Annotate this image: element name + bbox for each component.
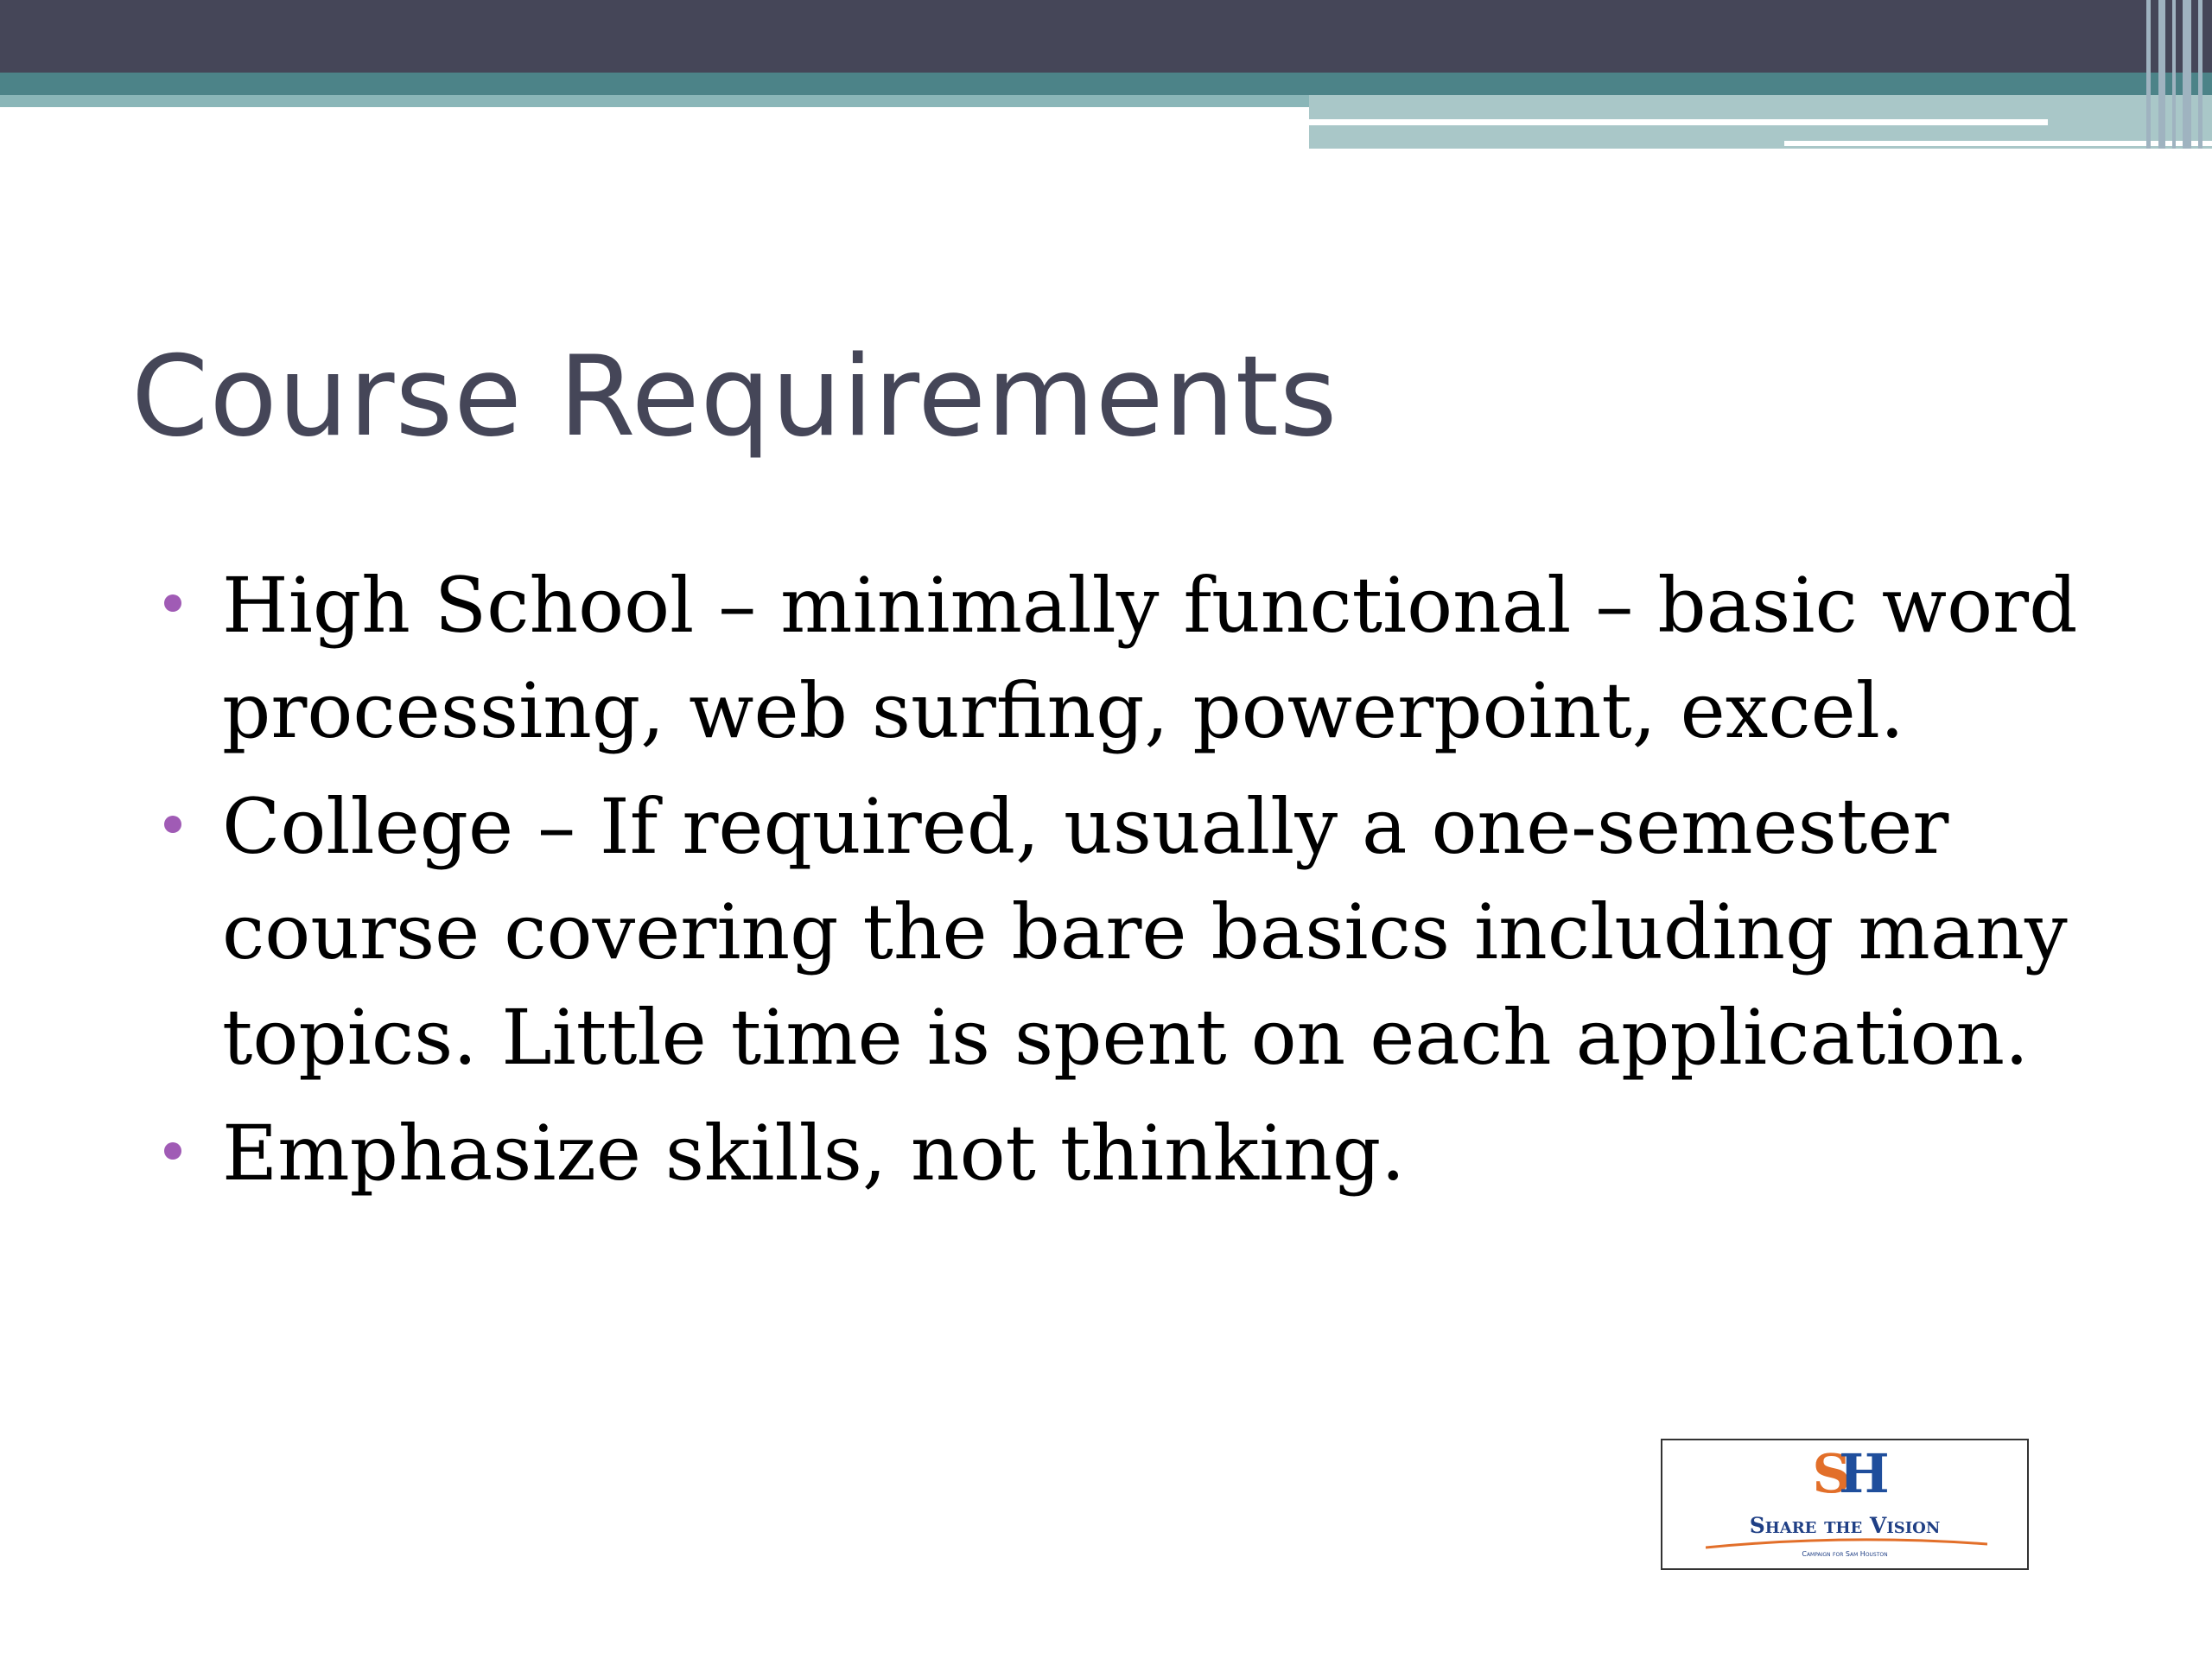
bullet-dot-icon bbox=[164, 1142, 181, 1160]
header-band-teal bbox=[0, 73, 2212, 95]
logo-tagline: Share the Vision bbox=[1749, 1513, 1941, 1538]
bullet-text: College – If required, usually a one-semester course covering the bare basics including many topics. Little time is spent on each application. bbox=[222, 782, 2068, 1082]
bullet-text: High School – minimally functional – basic word processing, web surfing, powerpoint, excel. bbox=[222, 561, 2078, 755]
bullet-item bbox=[156, 553, 2091, 764]
bullet-item bbox=[156, 1101, 2091, 1206]
bullet-text: Emphasize skills, not thinking. bbox=[222, 1109, 1406, 1198]
header-edge-stripes bbox=[2143, 0, 2212, 149]
share-the-vision-logo bbox=[1661, 1439, 2029, 1570]
slide-title: Course Requirements bbox=[131, 333, 1338, 461]
logo-subtitle: Campaign for Sam Houston bbox=[1802, 1550, 1888, 1558]
header-band-teal-light bbox=[0, 95, 1309, 107]
bullet-list bbox=[156, 553, 2091, 1217]
bullet-dot-icon bbox=[164, 594, 181, 612]
sh-monogram-icon: SH bbox=[1812, 1442, 1878, 1505]
bullet-dot-icon bbox=[164, 816, 181, 833]
bullet-item bbox=[156, 774, 2091, 1090]
header-band-line bbox=[1309, 119, 2048, 125]
swoosh-icon bbox=[1706, 1537, 1987, 1549]
header-band-dark bbox=[0, 0, 2212, 73]
